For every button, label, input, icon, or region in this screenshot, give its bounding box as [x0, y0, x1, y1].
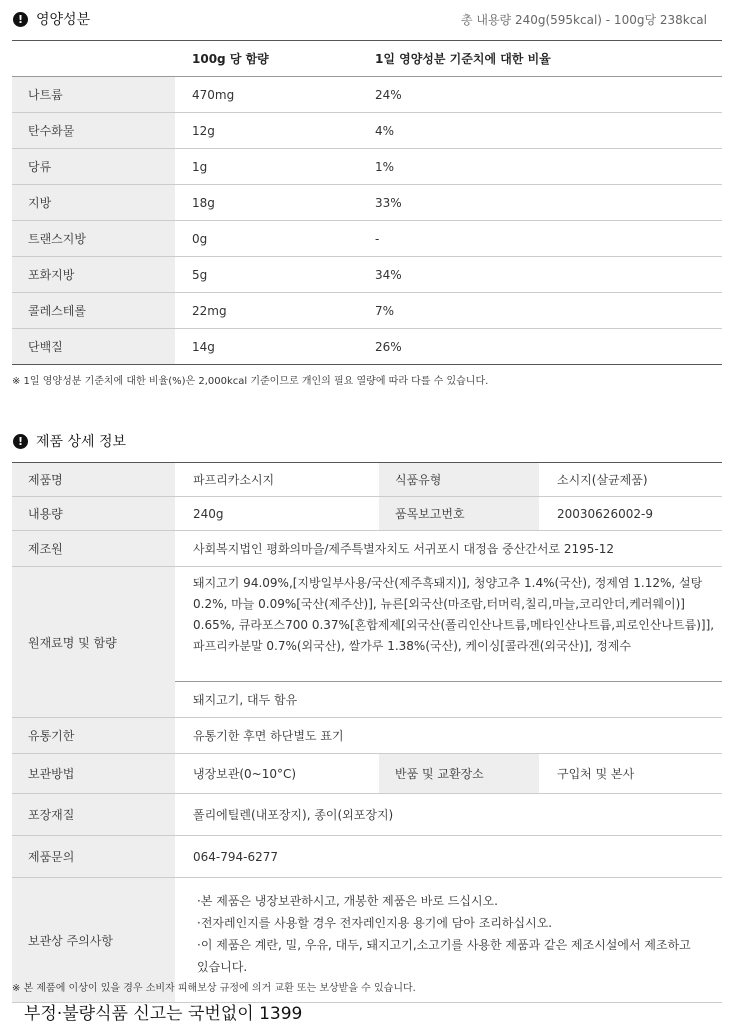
nutrient-label: 지방	[12, 185, 175, 221]
table-row	[12, 497, 722, 531]
table-row	[12, 718, 722, 754]
table-row	[12, 257, 722, 293]
detail-note: ※ 본 제품에 이상이 있을 경우 소비자 피해보상 규정에 의거 교환 또는 보상받을 수 있습니다.	[12, 983, 416, 994]
detail-table	[12, 462, 722, 1003]
nutrient-percent: 1%	[375, 149, 722, 185]
allergy-value: 돼지고기, 대두 함유	[175, 682, 722, 718]
expiry-value: 유통기한 후면 하단별도 표기	[175, 718, 722, 754]
table-row	[12, 293, 722, 329]
storage-label: 보관방법	[12, 754, 175, 794]
ingredients-line: 0.2%, 마늘 0.09%[국산(제주산)], 뉴른[외국산(마조람,터머릭,칠리,마늘,코리안더,케러웨이)]	[193, 597, 685, 611]
nutrition-total: 총 내용량 240g(595kcal) - 100g당 238kcal	[460, 13, 707, 27]
table-header-cell	[12, 41, 175, 77]
table-row	[12, 113, 722, 149]
name-label: 제품명	[12, 463, 175, 497]
maker-label: 제조원	[12, 531, 175, 567]
nutrient-label: 당류	[12, 149, 175, 185]
nutrient-amount: 12g	[175, 113, 375, 149]
nutrient-label: 탄수화물	[12, 113, 175, 149]
report-hotline: 부정·불량식품 신고는 국번없이 1399	[24, 1004, 303, 1024]
nutrient-label: 콜레스테롤	[12, 293, 175, 329]
packaging-value: 폴리에틸렌(내포장지), 종이(외포장지)	[175, 794, 722, 836]
table-row	[12, 185, 722, 221]
exchange-label: 반품 및 교환장소	[379, 754, 539, 794]
care-line: ·전자레인지를 사용할 경우 전자레인지용 용기에 담아 조리하십시오.	[197, 916, 553, 930]
nutrient-percent: 26%	[375, 339, 402, 354]
type-value: 소시지(살균제품)	[539, 463, 722, 497]
nutrient-amount: 0g	[175, 221, 375, 257]
nutrient-label: 포화지방	[12, 257, 175, 293]
maker-value: 사회복지법인 평화의마을/제주특별자치도 서귀포시 대정읍 중산간서로 2195-12	[175, 531, 722, 567]
nutrient-label: 단백질	[12, 329, 175, 365]
report-no-label: 품목보고번호	[379, 497, 539, 531]
table-row	[12, 77, 722, 113]
table-header-cell: 100g 당 함량	[175, 41, 375, 77]
nutrition-title: 영양성분	[36, 12, 91, 28]
contact-label: 제품문의	[12, 836, 175, 878]
care-label: 보관상 주의사항	[12, 878, 175, 1003]
nutrition-table	[12, 40, 722, 365]
care-line: 있습니다.	[197, 960, 248, 974]
name-value: 파프리카소시지	[175, 463, 379, 497]
table-header-cell: 1일 영양성분 기준치에 대한 비율	[375, 41, 722, 77]
alert-icon: !	[13, 12, 28, 27]
nutrient-amount: 470mg	[175, 77, 375, 113]
ingredients-label: 원재료명 및 함량	[12, 567, 175, 718]
nutrient-percent: -	[375, 221, 722, 257]
ingredients-value	[175, 567, 722, 682]
nutrient-amount: 14g	[192, 339, 215, 354]
contact-value: 064-794-6277	[175, 836, 722, 878]
expiry-label: 유통기한	[12, 718, 175, 754]
nutrient-label: 나트륨	[12, 77, 175, 113]
table-row	[12, 329, 722, 365]
table-row	[12, 836, 722, 878]
table-row	[12, 567, 722, 682]
packaging-label: 포장재질	[12, 794, 175, 836]
nutrition-header	[13, 9, 90, 29]
alert-icon: !	[13, 434, 28, 449]
nutrient-amount: 1g	[175, 149, 375, 185]
volume-label: 내용량	[12, 497, 175, 531]
detail-header	[13, 431, 126, 451]
exchange-value: 구입처 및 본사	[539, 754, 722, 794]
ingredients-line: 파프리카분말 0.7%(외국산), 쌀가루 1.38%(국산), 케이싱[콜라겐(외국산)], 정제수	[193, 639, 631, 653]
nutrient-percent: 7%	[375, 293, 722, 329]
volume-value: 240g	[175, 497, 379, 531]
report-no-value: 20030626002-9	[539, 497, 722, 531]
storage-value: 냉장보관(0~10°C)	[175, 754, 379, 794]
table-row	[12, 754, 722, 794]
table-row	[12, 794, 722, 836]
nutrient-amount: 18g	[175, 185, 375, 221]
detail-title: 제품 상세 정보	[36, 434, 127, 450]
care-line: ·이 제품은 계란, 밀, 우유, 대두, 돼지고기,소고기를 사용한 제품과 같은 제조시설에서 제조하고	[197, 938, 691, 952]
table-row	[12, 463, 722, 497]
nutrition-note: ※ 1일 영양성분 기준치에 대한 비율(%)은 2,000kcal 기준이므로 개인의 필요 열량에 따라 다를 수 있습니다.	[12, 376, 489, 387]
nutrient-percent: 4%	[375, 113, 722, 149]
nutrient-amount: 22mg	[175, 293, 375, 329]
nutrient-amount: 5g	[175, 257, 375, 293]
care-line: ·본 제품은 냉장보관하시고, 개봉한 제품은 바로 드십시오.	[197, 894, 498, 908]
nutrient-label: 트랜스지방	[12, 221, 175, 257]
nutrient-percent: 24%	[375, 77, 722, 113]
table-header-row	[12, 41, 722, 77]
table-row	[12, 149, 722, 185]
type-label: 식품유형	[379, 463, 539, 497]
nutrient-percent: 33%	[375, 185, 722, 221]
table-row	[12, 221, 722, 257]
ingredients-line: 0.65%, 큐라포스700 0.37%[혼합제제[외국산(폴리인산나트륨,메타인산나트륨,피로인산나트륨)]],	[193, 618, 715, 632]
ingredients-line: 돼지고기 94.09%,[지방일부사용/국산(제주흑돼지)], 청양고추 1.4%(국산), 정제염 1.12%, 설탕	[193, 576, 703, 590]
table-row	[12, 531, 722, 567]
nutrient-percent: 34%	[375, 257, 722, 293]
